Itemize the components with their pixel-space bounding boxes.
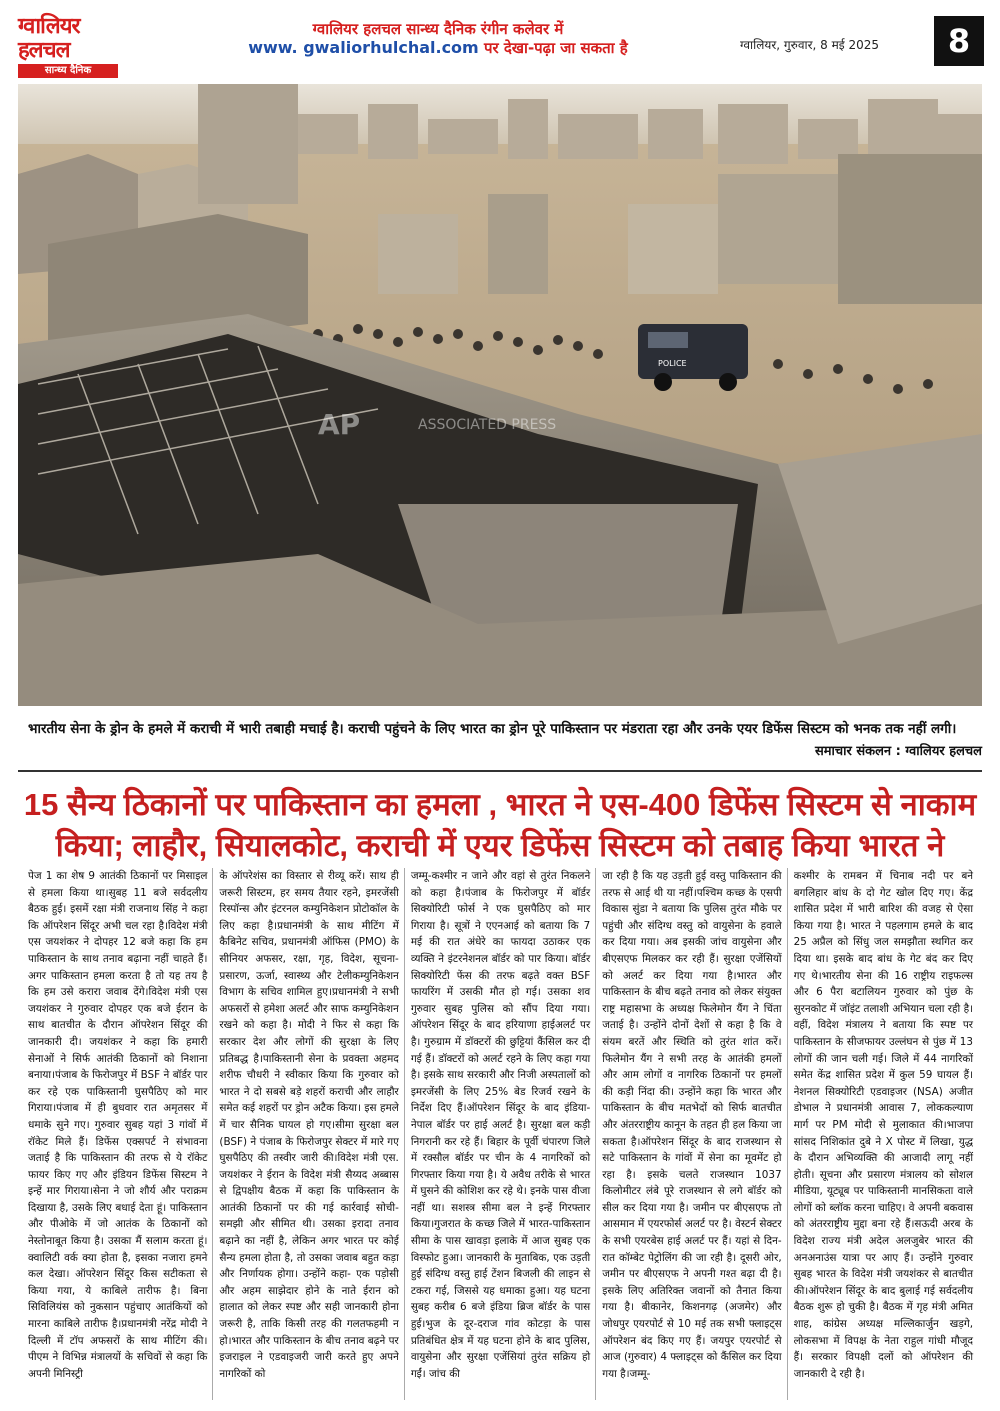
masthead bbox=[18, 14, 984, 84]
promo-line1: ग्वालियर हलचल सान्ध्य दैनिक रंगीन कलेवर में bbox=[312, 20, 564, 38]
logo-line2: हलचल bbox=[18, 37, 70, 63]
article-body bbox=[28, 868, 978, 1400]
website-link[interactable]: www. gwaliorhulchal.com bbox=[248, 38, 479, 57]
article-column-5: कश्मीर के रामबन में चिनाब नदी पर बने बगलिहार बांध के दो गेट खोल दिए गए। केंद्र शासित प्रदेश में भारी बारिश की वजह से ऐसा किया गया है। भारत ने पहलगाम हमले के बाद 25 अप्रैल को सिंधु जल समझौता स्थगित कर दिया था। इसके बाद बांध के गेट बंद कर दिए गए थे।भारतीय सेना की 16 राष्ट्रीय राइफल्स और 6 पैरा बटालियन गुरुवार को पुंछ के सुरनकोट में जॉइंट तलाशी अभियान चला रही है। वहीं, विदेश मंत्रालय ने बताया कि स्पष्ट पर पाकिस्तान के सीजफायर उल्लंघन से पुंछ में 13 लोगों की जान चली गई। जिले में 44 नागरिकों समेत केंद्र शासित प्रदेश में कुल 59 घायल हैं।नेशनल सिक्योरिटी एडवाइजर (NSA) अजीत डोभाल ने प्रधानमंत्री आवास 7, लोककल्याण मार्ग पर PM मोदी से मुलाकात की।भाजपा सांसद निशिकांत दुबे ने X पोस्ट में लिखा, युद्ध के दौरान अभिव्यक्ति की आजादी लागू नहीं होती। सूचना और प्रसारण मंत्रालय को सोशल मीडिया, यूट्यूब पर पाकिस्तानी मानसिकता वाले लोगों को ब्लॉक करना चाहिए। वे अपनी बकवास को अंतरराष्ट्रीय मुद्दा बना रहे हैं।सऊदी अरब के विदेश राज्य मंत्री अदेल अलजुबेर भारत की अनअनाउंस यात्रा पर आए हैं। उन्होंने गुरुवार सुबह भारत के विदेश मंत्री जयशंकर से बातचीत की।ऑपरेशन सिंदूर के बाद बुलाई गई सर्वदलीय बैठक शुरू हो चुकी है। बैठक में गृह मंत्री अमित शाह, कांग्रेस अध्यक्ष मल्लिकार्जुन खड़गे, लोकसभा में विपक्ष के नेता राहुल गांधी मौजूद हैं। सरकार विपक्षी दलों को ऑपरेशन की जानकारी दे रही है। bbox=[793, 870, 974, 1380]
watermark-ap: AP bbox=[318, 408, 361, 441]
photo-caption: भारतीय सेना के ड्रोन के हमले में कराची में भारी तबाही मचाई है। कराची पहुंचने के लिए भारत का ड्रोन पूरे पाकिस्तान पर मंडराता रहा और उनके एयर डिफेंस सिस्टम को भनक तक नहीं लगी। bbox=[28, 721, 957, 737]
watermark-associated-press: ASSOCIATED PRESS bbox=[418, 417, 557, 433]
photo-credit: समाचार संकलन : ग्वालियर हलचल bbox=[814, 744, 982, 759]
main-photo bbox=[18, 84, 982, 706]
drone-strike-photo bbox=[18, 84, 982, 706]
page-number: 8 bbox=[934, 16, 984, 66]
divider bbox=[18, 770, 982, 772]
newspaper-logo bbox=[18, 14, 128, 84]
logo-tagline: सान्ध्य दैनिक bbox=[18, 64, 118, 78]
dateline: ग्वालियर, गुरुवार, 8 मई 2025 bbox=[740, 38, 880, 52]
headline-line2: किया; लाहौर, सियालकोट, कराची में एयर डिफेंस सिस्टम को तबाह किया भारत ने bbox=[55, 828, 945, 863]
promo-banner bbox=[158, 20, 718, 58]
headline-line1: 15 सैन्य ठिकानों पर पाकिस्तान का हमला , भारत ने एस-400 डिफेंस सिस्टम से नाकाम bbox=[23, 787, 977, 822]
article-column-4: जा रही है कि यह उड़ती हुई वस्तु पाकिस्तान की तरफ से आई थी या नहीं।पश्चिम कच्छ के एसपी विकास सुंडा ने बताया कि पुलिस तुरंत मौके पर पहुंची और संदिग्ध वस्तु को वायुसेना के हवाले कर दिया गया। अब इसकी जांच वायुसेना और बीएसएफ मिलकर कर रही हैं। सुरक्षा एजेंसियों को अलर्ट कर दिया गया है।भारत और पाकिस्तान के बीच बढ़ते तनाव को लेकर संयुक्त राष्ट्र महासभा के अध्यक्ष फिलेमोन यैंग ने चिंता जताई है। उन्होंने दोनों देशों से कहा है कि वे संयम बरतें और स्थिति को तुरंत शांत करें।फिलेमोन यैंग ने सभी तरह के आतंकी हमलों और आम लोगों व नागरिक ठिकानों पर हमलों की कड़ी निंदा की। उन्होंने कहा कि भारत और पाकिस्तान के बीच मतभेदों को सिर्फ बातचीत और अंतरराष्ट्रीय कानून के तहत ही हल किया जा सकता है।ऑपरेशन सिंदूर के बाद राजस्थान से सटे पाकिस्तान के गांवों में सेना का मूवमेंट हो रहा है। इसके चलते राजस्थान 1037 किलोमीटर लंबे पूरे राजस्थान से लगे बॉर्डर को सील कर दिया गया है। जमीन पर बीएसएफ तो आसमान में एयरफोर्स अलर्ट पर है। वेस्टर्न सेक्टर के सभी एयरबेस हाई अलर्ट पर हैं। यहां से दिन-रात कॉम्बेट पेट्रोलिंग की जा रही है। दूसरी ओर, जमीन पर बीएसएफ ने अपनी गश्त बढ़ा दी है। इसके लिए अतिरिक्त जवानों को तैनात किया गया है। बीकानेर, किशनगढ़ (अजमेर) और जोधपुर एयरपोर्ट से 10 मई तक सभी फ्लाइट्स ऑपरेशन बंद किए गए हैं। जयपुर एयरपोर्ट से आज (गुरुवार) 4 फ्लाइट्स को कैंसिल कर दिया गया है।जम्मू- bbox=[602, 868, 787, 1400]
article-column-3: जम्मू-कश्मीर न जाने और वहां से तुरंत निकलने को कहा है।पंजाब के फिरोजपुर में बॉर्डर सिक्योरिटी फोर्स ने एक घुसपैठिए को मार गिराया है। सूत्रों ने एएनआई को बताया कि 7 मई की रात अंधेरे का फायदा उठाकर एक व्यक्ति ने इंटरनेशनल बॉर्डर को पार किया। बॉर्डर सिक्योरिटी फेंस की तरफ बढ़ते वक्त BSF फायरिंग में उसकी मौत हो गई। उसका शव गुरुवार सुबह पुलिस को सौंप दिया गया।ऑपरेशन सिंदूर के बाद हरियाणा हाईअलर्ट पर है। गुरुग्राम में डॉक्टरों की छुट्टियां कैंसिल कर दी गई हैं। डॉक्टरों को अलर्ट रहने के लिए कहा गया है। इसके साथ सरकारी और निजी अस्पतालों को इमरजेंसी के लिए 25% बेड रिजर्व रखने के निर्देश दिए हैं।ऑपरेशन सिंदूर के बाद इंडिया-नेपाल बॉर्डर पर हाई अलर्ट है। सुरक्षा बल कड़ी निगरानी कर रहे हैं। बिहार के पूर्वी चंपारण जिले में रक्सौल बॉर्डर पर चीन के 4 नागरिकों को गिरफ्तार किया गया है। ये अवैध तरीके से भारत में घुसने की कोशिश कर रहे थे। इनके पास वीजा नहीं था। सशस्त्र सीमा बल ने इन्हें गिरफ्तार किया।गुजरात के कच्छ जिले में भारत-पाकिस्तान सीमा के पास खावड़ा इलाके में आज सुबह एक विस्फोट हुआ। जानकारी के मुताबिक, एक उड़ती हुई संदिग्ध वस्तु हाई टेंशन बिजली की लाइन से टकरा गई, जिससे यह धमाका हुआ। यह घटना सुबह करीब 6 बजे इंडिया ब्रिज बॉर्डर के पास हुई।भुज के दूर-दराज गांव कोटड़ा के पास प्रतिबंधित क्षेत्र में यह घटना होने के बाद पुलिस, वायुसेना और सुरक्षा एजेंसियां तुरंत सक्रिय हो गईं। जांच की bbox=[411, 868, 596, 1400]
logo-line1: ग्वालियर bbox=[18, 13, 80, 39]
promo-line2 bbox=[158, 38, 718, 58]
article-column-2: के ऑपरेशंस का विस्तार से रीव्यू करें। साथ ही जरूरी सिस्टम, हर समय तैयार रहने, इमरजेंसी रिस्पॉन्स और इंटरनल कम्युनिकेशन प्रोटोकॉल के लिए कहा है।प्रधानमंत्री के साथ मीटिंग में कैबिनेट सचिव, प्रधानमंत्री ऑफिस (PMO) के सीनियर अफसर, रक्षा, गृह, विदेश, सूचना-प्रसारण, ऊर्जा, स्वास्थ्य और टेलीकम्युनिकेशन विभाग के सचिव शामिल हुए।प्रधानमंत्री ने सभी अफसरों से हमेशा अलर्ट और साफ कम्युनिकेशन रखने को कहा है। मोदी ने फिर से कहा कि सरकार देश और लोगों की सुरक्षा के लिए प्रतिबद्ध है।पाकिस्तानी सेना के प्रवक्ता अहमद शरीफ चौधरी ने स्वीकार किया कि गुरुवार को भारत ने दो सबसे बड़े शहरों कराची और लाहौर समेत कई शहरों पर ड्रोन अटैक किया। इस हमले में चार सैनिक घायल हो गए।सीमा सुरक्षा बल (BSF) ने पंजाब के फिरोजपुर सेक्टर में मारे गए घुसपैठिए की तस्वीर जारी की।विदेश मंत्री एस. जयशंकर ने ईरान के विदेश मंत्री सैय्यद अब्बास से द्विपक्षीय बैठक में कहा कि पाकिस्तान के आतंकी ठिकानों पर की गई कार्रवाई सोची-समझी और सीमित थी। उसका इरादा तनाव बढ़ाने का नहीं है, लेकिन अगर भारत पर कोई सैन्य हमला होता है, तो उसका जवाब बहुत कड़ा और निर्णायक होगा। उन्होंने कहा- एक पड़ोसी और अहम साझेदार होने के नाते ईरान को हालात को लेकर स्पष्ट और सही जानकारी होना जरूरी है, ताकि किसी तरह की गलतफहमी न हो।भारत और पाकिस्तान के बीच तनाव बढ़ने पर इजराइल ने एडवाइजरी जारी करते हुए अपने नागरिकों को bbox=[219, 868, 404, 1400]
promo-line2-rest: पर देखा-पढ़ा जा सकता है bbox=[478, 39, 628, 57]
article-column-1: पेज 1 का शेष 9 आतंकी ठिकानों पर मिसाइल से हमला किया था।सुबह 11 बजे सर्वदलीय बैठक हुई। इसमें रक्षा मंत्री राजनाथ सिंह ने कहा कि ऑपरेशन सिंदूर अभी चल रहा है।विदेश मंत्री एस जयशंकर ने दोपहर 12 बजे कहा कि हम पाकिस्तान के साथ तनाव बढ़ाना नहीं चाहते हैं। अगर पाकिस्तान हमला करता है तो यह तय है कि हम उसे करारा जवाब देंगे।विदेश मंत्री एस जयशंकर ने गुरुवार दोपहर एक बजे ईरान के साथ बातचीत के दौरान ऑपरेशन सिंदूर की जानकारी दी। जयशंकर ने कहा कि हमारी सेनाओं ने सिर्फ आतंकी ठिकानों को निशाना बनाया।पंजाब के फिरोजपुर में BSF ने बॉर्डर पार कर रहे एक पाकिस्तानी घुसपैठिए को मार गिराया।पंजाब में ही बुधवार रात अमृतसर में धमाके सुने गए। गुरुवार सुबह यहां 3 गांवों में रॉकेट मिले हैं। डिफेंस एक्सपर्ट ने संभावना जताई है कि पाकिस्तान की तरफ से ये रॉकेट फायर किए गए और इंडियन डिफेंस सिस्टम ने इन्हें मार गिराया।सेना ने जो शौर्य और पराक्रम दिखाया है, उसके लिए बधाई देता हूं। पाकिस्तान और पीओके में जो आतंक के ठिकानों को नेस्तोनाबूत किया है। उसका मैं सलाम करता हूं। क्वालिटी वर्क क्या होता है, इसका नजारा हमने कल देखा। ऑपरेशन सिंदूर किस सटीकता से किया गया, ये काबिले तारीफ है। बिना सिविलियंस को नुकसान पहुंचाए आतंकियों को मारना काबिले तारीफ है।प्रधानमंत्री नरेंद्र मोदी ने दिल्ली में टॉप अफसरों के साथ मीटिंग की। पीएम ने विभिन्न मंत्रालयों के सचिवों से कहा कि अपनी मिनिस्ट्री bbox=[28, 868, 213, 1400]
van-label: POLICE bbox=[658, 359, 687, 368]
main-headline bbox=[18, 784, 982, 866]
